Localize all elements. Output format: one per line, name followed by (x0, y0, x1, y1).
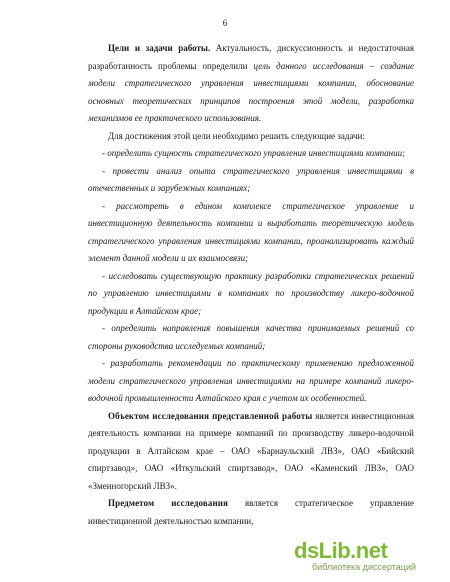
goals-heading: Цели и задачи работы. (108, 43, 211, 53)
task-item-4: - исследовать существующую практику разработки стратегических решений по управлению инвестициями в компаниях по производству ликеро-водочной продукции в Алтайском крае; (88, 270, 414, 316)
task-item-2: - провести анализ опыта стратегического управления инвестициями в отечественных и зарубежных компаниях; (88, 165, 414, 193)
task-item-3: - рассмотреть в едином комплексе стратегическое управление и инвестиционную деятельность компании и выработать теоретическую модель стратегического управления инвестициями компании, проанализировать каждый элемент данной модели и их взаимосвязи; (88, 200, 414, 263)
subject-heading: Предметом исследования (108, 498, 229, 508)
object-text: является инвестиционная деятельность компании на примере компаний по производству ликеро-водочной продукции в Алтайском крае – ОАО «Барнаульский ЛВЗ», ОАО «Бийский спиртзавод», ОАО «Иткульский спиртзавод», ОАО «Каменский ЛВЗ», ОАО «Змеиногорский ЛВЗ». (88, 410, 415, 491)
subject-text: является стратегическое управление инвестиционной деятельностью компании, (88, 498, 414, 526)
paragraph-object (88, 408, 414, 496)
object-heading: Объектом исследования представленной работы (108, 410, 313, 421)
task-item-6: - разработать рекомендации по практическому применению предложенной модели стратегического управления инвестициями на примере компаний ликеро-водочной промышленности Алтайского края с учетом их особенностей. (88, 358, 414, 403)
page-number: 6 (222, 18, 228, 28)
document-body (88, 40, 414, 530)
dslib-watermark (294, 538, 434, 574)
task-item-1: - определить сущность стратегического управления инвестициями компании; (102, 148, 406, 158)
task-item-5: - определить направления повышения качества принимаемых решений со стороны руководства исследуемых компаний; (88, 323, 414, 351)
watermark-logo: dsLib.net (294, 538, 388, 563)
paragraph-goals (88, 40, 414, 128)
paragraph-subject (88, 495, 414, 530)
goals-text: Актуальность, дискуссионность и недостаточная разработанность проблемы определили (88, 43, 414, 71)
goals-italic: цель данного исследования – создание модели стратегического управления инвестициями компании, обоснование основных теоретических принципов построения этой модели, разработка механизмов ее практического использования. (88, 60, 414, 123)
paragraph-tasks-intro: Для достижения этой цели необходимо решить следующие задачи: (108, 130, 365, 141)
watermark-subtitle: библиотека диссертаций (312, 562, 417, 572)
